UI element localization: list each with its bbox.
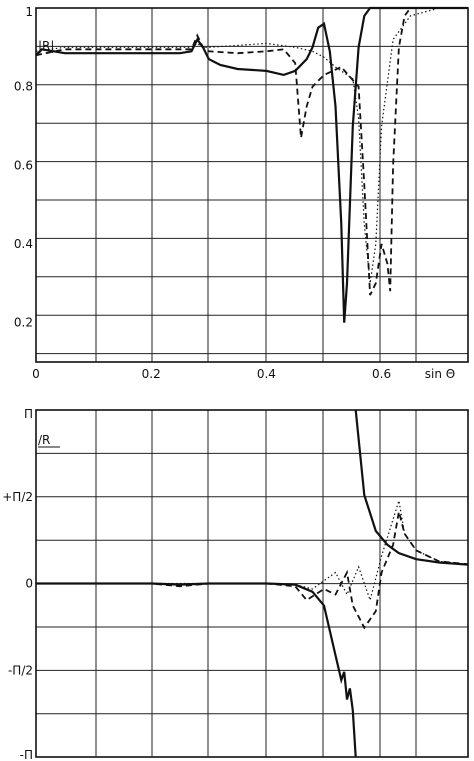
y-tick-label: +Π/2 xyxy=(2,489,33,504)
grid xyxy=(36,8,468,362)
x-tick-label: 0 xyxy=(32,367,40,381)
y-tick-label: 0 xyxy=(25,576,33,591)
magnitude-panel xyxy=(14,5,468,381)
x-tick-label: 0.2 xyxy=(141,367,161,381)
y-axis-label: |R| xyxy=(38,39,55,53)
y-tick-label: 0.2 xyxy=(13,315,33,330)
series-line-dashed xyxy=(36,8,468,295)
plot-frame xyxy=(36,8,468,362)
y-axis-label: /R xyxy=(38,433,51,447)
y-tick-label: Π xyxy=(23,407,33,421)
y-tick-label: 0.6 xyxy=(13,158,33,173)
y-tick-label: -Π xyxy=(19,748,33,761)
x-tick-label: 0.6 xyxy=(372,367,392,381)
y-tick-label: 0.8 xyxy=(13,79,33,94)
phase-panel xyxy=(2,407,468,761)
series-line-solid-branch xyxy=(356,410,468,565)
series-line-solid xyxy=(36,8,468,323)
series-line-dashed xyxy=(36,512,468,628)
x-axis-label: sin Θ xyxy=(424,367,456,381)
series-line-dotted xyxy=(36,501,468,600)
y-tick-label: 0.4 xyxy=(13,237,33,251)
y-tick-label: -Π/2 xyxy=(7,663,33,678)
x-tick-label: 0.4 xyxy=(256,367,276,381)
y-tick-label: 1 xyxy=(25,5,33,19)
